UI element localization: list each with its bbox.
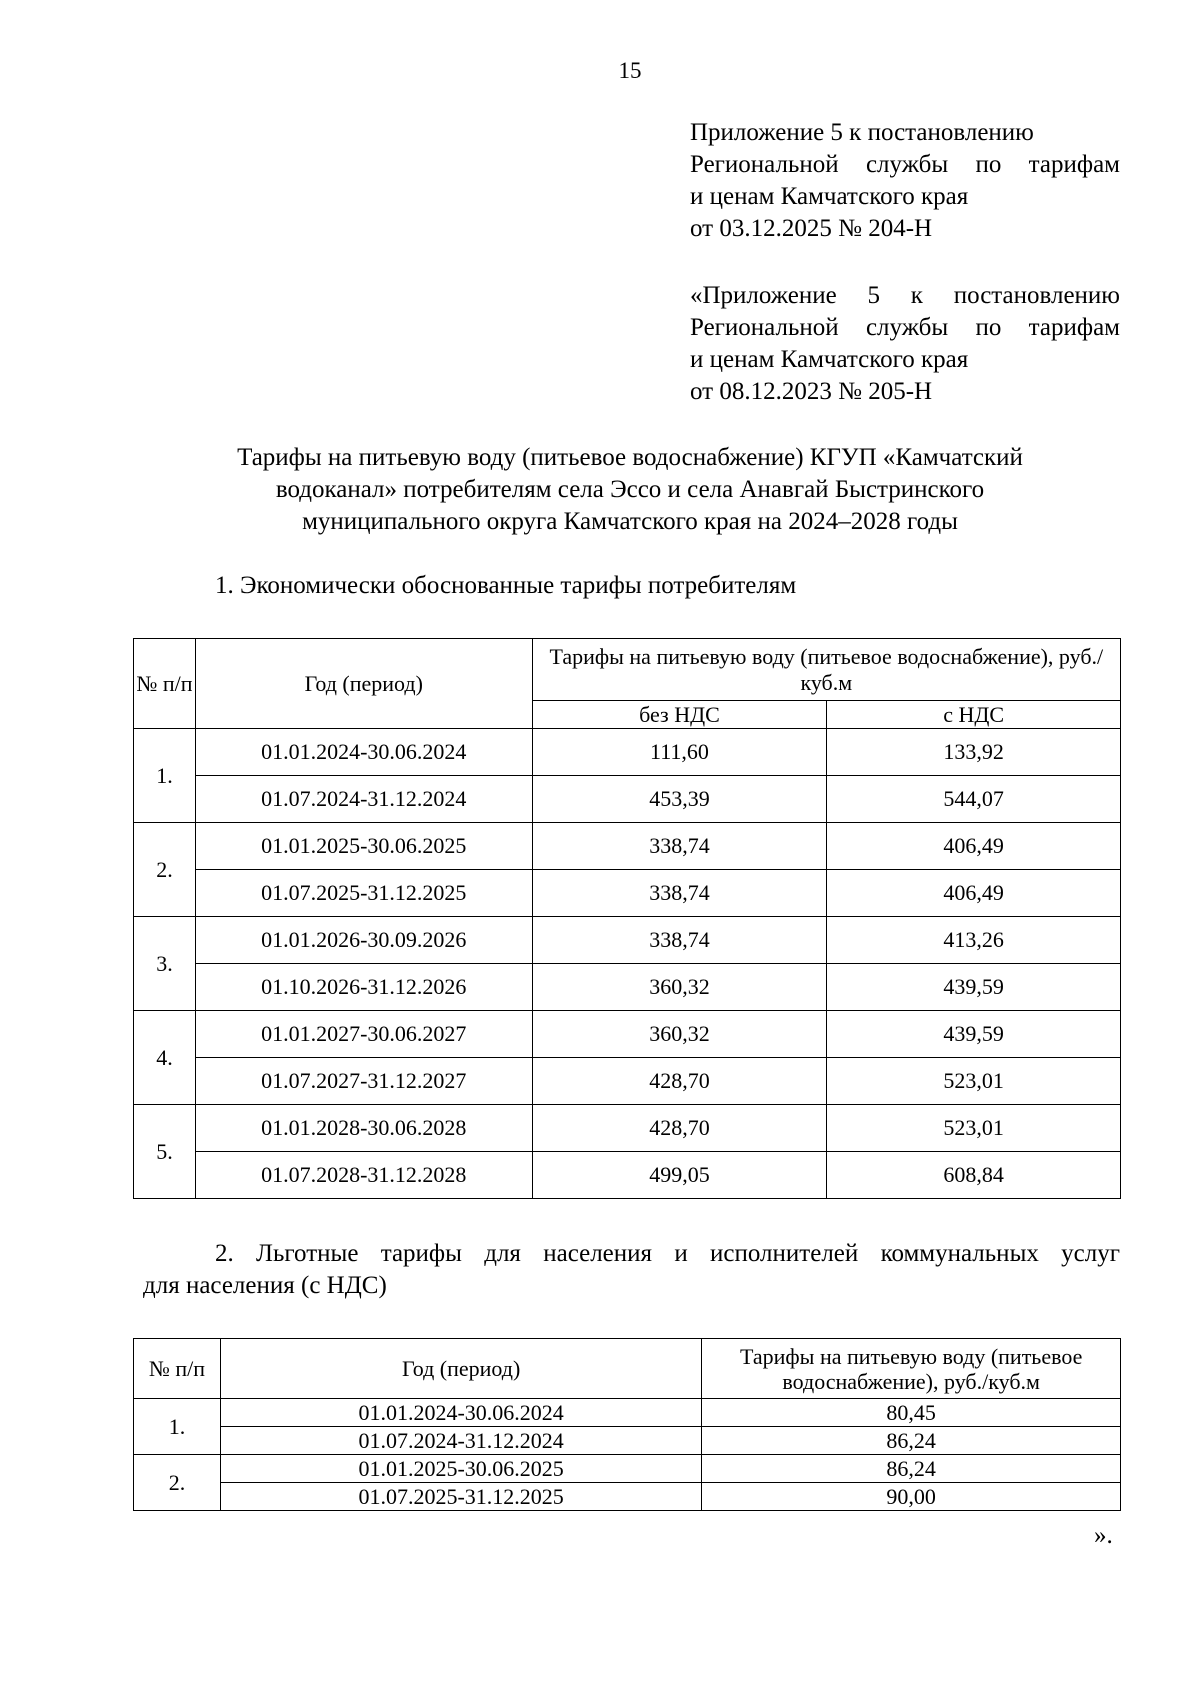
tariff-cell: 86,24: [702, 1427, 1121, 1455]
period-cell: 01.01.2024-30.06.2024: [195, 729, 532, 776]
period-cell: 01.10.2026-31.12.2026: [195, 964, 532, 1011]
table-row: [134, 1483, 1121, 1511]
with-vat-cell: 439,59: [827, 964, 1121, 1011]
table-row: [134, 729, 1121, 776]
with-vat-cell: 523,01: [827, 1105, 1121, 1152]
appendix-line: Приложение 5 к постановлению: [690, 119, 1034, 146]
row-number: 2.: [134, 1455, 221, 1511]
table-row: [134, 1011, 1121, 1058]
appendix-line: «Приложение 5 к постановлению: [690, 282, 1120, 309]
no-vat-cell: 338,74: [532, 870, 827, 917]
period-cell: 01.01.2026-30.09.2026: [195, 917, 532, 964]
header-num: № п/п: [134, 639, 196, 729]
preferential-tariffs-table: [133, 1338, 1121, 1511]
period-cell: 01.07.2027-31.12.2027: [195, 1058, 532, 1105]
period-cell: 01.07.2028-31.12.2028: [195, 1152, 532, 1199]
page-number: 15: [618, 58, 642, 83]
period-cell: 01.07.2025-31.12.2025: [195, 870, 532, 917]
closing-quote: ».: [1094, 1522, 1113, 1549]
period-cell: 01.01.2024-30.06.2024: [220, 1399, 701, 1427]
title-line: водоканал» потребителям села Эссо и села Анавгай Быстринского: [275, 476, 985, 503]
row-number: 1.: [134, 729, 196, 823]
header-tariff: Тарифы на питьевую воду (питьевое водоснабжение), руб./куб.м: [702, 1339, 1121, 1399]
with-vat-cell: 439,59: [827, 1011, 1121, 1058]
header-period: Год (период): [220, 1339, 701, 1399]
header-no-vat: без НДС: [532, 701, 827, 729]
header-period: Год (период): [195, 639, 532, 729]
table-row: [134, 1399, 1121, 1427]
table-row: [134, 1105, 1121, 1152]
period-cell: 01.07.2025-31.12.2025: [220, 1483, 701, 1511]
with-vat-cell: 406,49: [827, 870, 1121, 917]
appendix-previous-reference: [690, 280, 1120, 408]
period-cell: 01.07.2024-31.12.2024: [220, 1427, 701, 1455]
no-vat-cell: 360,32: [532, 964, 827, 1011]
no-vat-cell: 338,74: [532, 917, 827, 964]
tariff-cell: 80,45: [702, 1399, 1121, 1427]
header-num: № п/п: [134, 1339, 221, 1399]
section-1-heading: 1. Экономически обоснованные тарифы потребителям: [215, 572, 797, 599]
row-number: 4.: [134, 1011, 196, 1105]
appendix-line: от 08.12.2023 № 205-Н: [690, 378, 933, 405]
no-vat-cell: 428,70: [532, 1058, 827, 1105]
document-title: [130, 442, 1130, 538]
title-line: Тарифы на питьевую воду (питьевое водоснабжение) КГУП «Камчатский: [237, 444, 1023, 471]
no-vat-cell: 360,32: [532, 1011, 827, 1058]
title-line: муниципального округа Камчатского края на 2024–2028 годы: [302, 508, 958, 535]
with-vat-cell: 413,26: [827, 917, 1121, 964]
tariff-cell: 86,24: [702, 1455, 1121, 1483]
table-row: [134, 870, 1121, 917]
no-vat-cell: 499,05: [532, 1152, 827, 1199]
no-vat-cell: 453,39: [532, 776, 827, 823]
row-number: 5.: [134, 1105, 196, 1199]
appendix-reference: [690, 117, 1120, 245]
period-cell: 01.01.2027-30.06.2027: [195, 1011, 532, 1058]
table-row: [134, 1152, 1121, 1199]
period-cell: 01.01.2025-30.06.2025: [220, 1455, 701, 1483]
no-vat-cell: 111,60: [532, 729, 827, 776]
header-tariff: Тарифы на питьевую воду (питьевое водоснабжение), руб./куб.м: [532, 639, 1120, 701]
table-row: [134, 1455, 1121, 1483]
table-row: [134, 776, 1121, 823]
with-vat-cell: 406,49: [827, 823, 1121, 870]
appendix-line: и ценам Камчатского края: [690, 183, 969, 210]
period-cell: 01.01.2028-30.06.2028: [195, 1105, 532, 1152]
tariff-cell: 90,00: [702, 1483, 1121, 1511]
with-vat-cell: 133,92: [827, 729, 1121, 776]
appendix-line: Региональной службы по тарифам: [690, 151, 1120, 178]
period-cell: 01.07.2024-31.12.2024: [195, 776, 532, 823]
period-cell: 01.01.2025-30.06.2025: [195, 823, 532, 870]
appendix-line: и ценам Камчатского края: [690, 346, 969, 373]
row-number: 1.: [134, 1399, 221, 1455]
appendix-line: Региональной службы по тарифам: [690, 314, 1120, 341]
no-vat-cell: 428,70: [532, 1105, 827, 1152]
row-number: 2.: [134, 823, 196, 917]
section-2-heading-line: для населения (с НДС): [143, 1272, 387, 1299]
table-row: [134, 1427, 1121, 1455]
section-2-heading-line: 2. Льготные тарифы для населения и исполнителей коммунальных услуг: [215, 1240, 1120, 1267]
economic-tariffs-table: [133, 638, 1121, 1199]
with-vat-cell: 544,07: [827, 776, 1121, 823]
row-number: 3.: [134, 917, 196, 1011]
table-row: [134, 1058, 1121, 1105]
with-vat-cell: 608,84: [827, 1152, 1121, 1199]
no-vat-cell: 338,74: [532, 823, 827, 870]
table-row: [134, 964, 1121, 1011]
table-row: [134, 823, 1121, 870]
table-row: [134, 917, 1121, 964]
section-2-heading: [143, 1238, 1120, 1302]
with-vat-cell: 523,01: [827, 1058, 1121, 1105]
appendix-line: от 03.12.2025 № 204-Н: [690, 215, 933, 242]
header-with-vat: с НДС: [827, 701, 1121, 729]
